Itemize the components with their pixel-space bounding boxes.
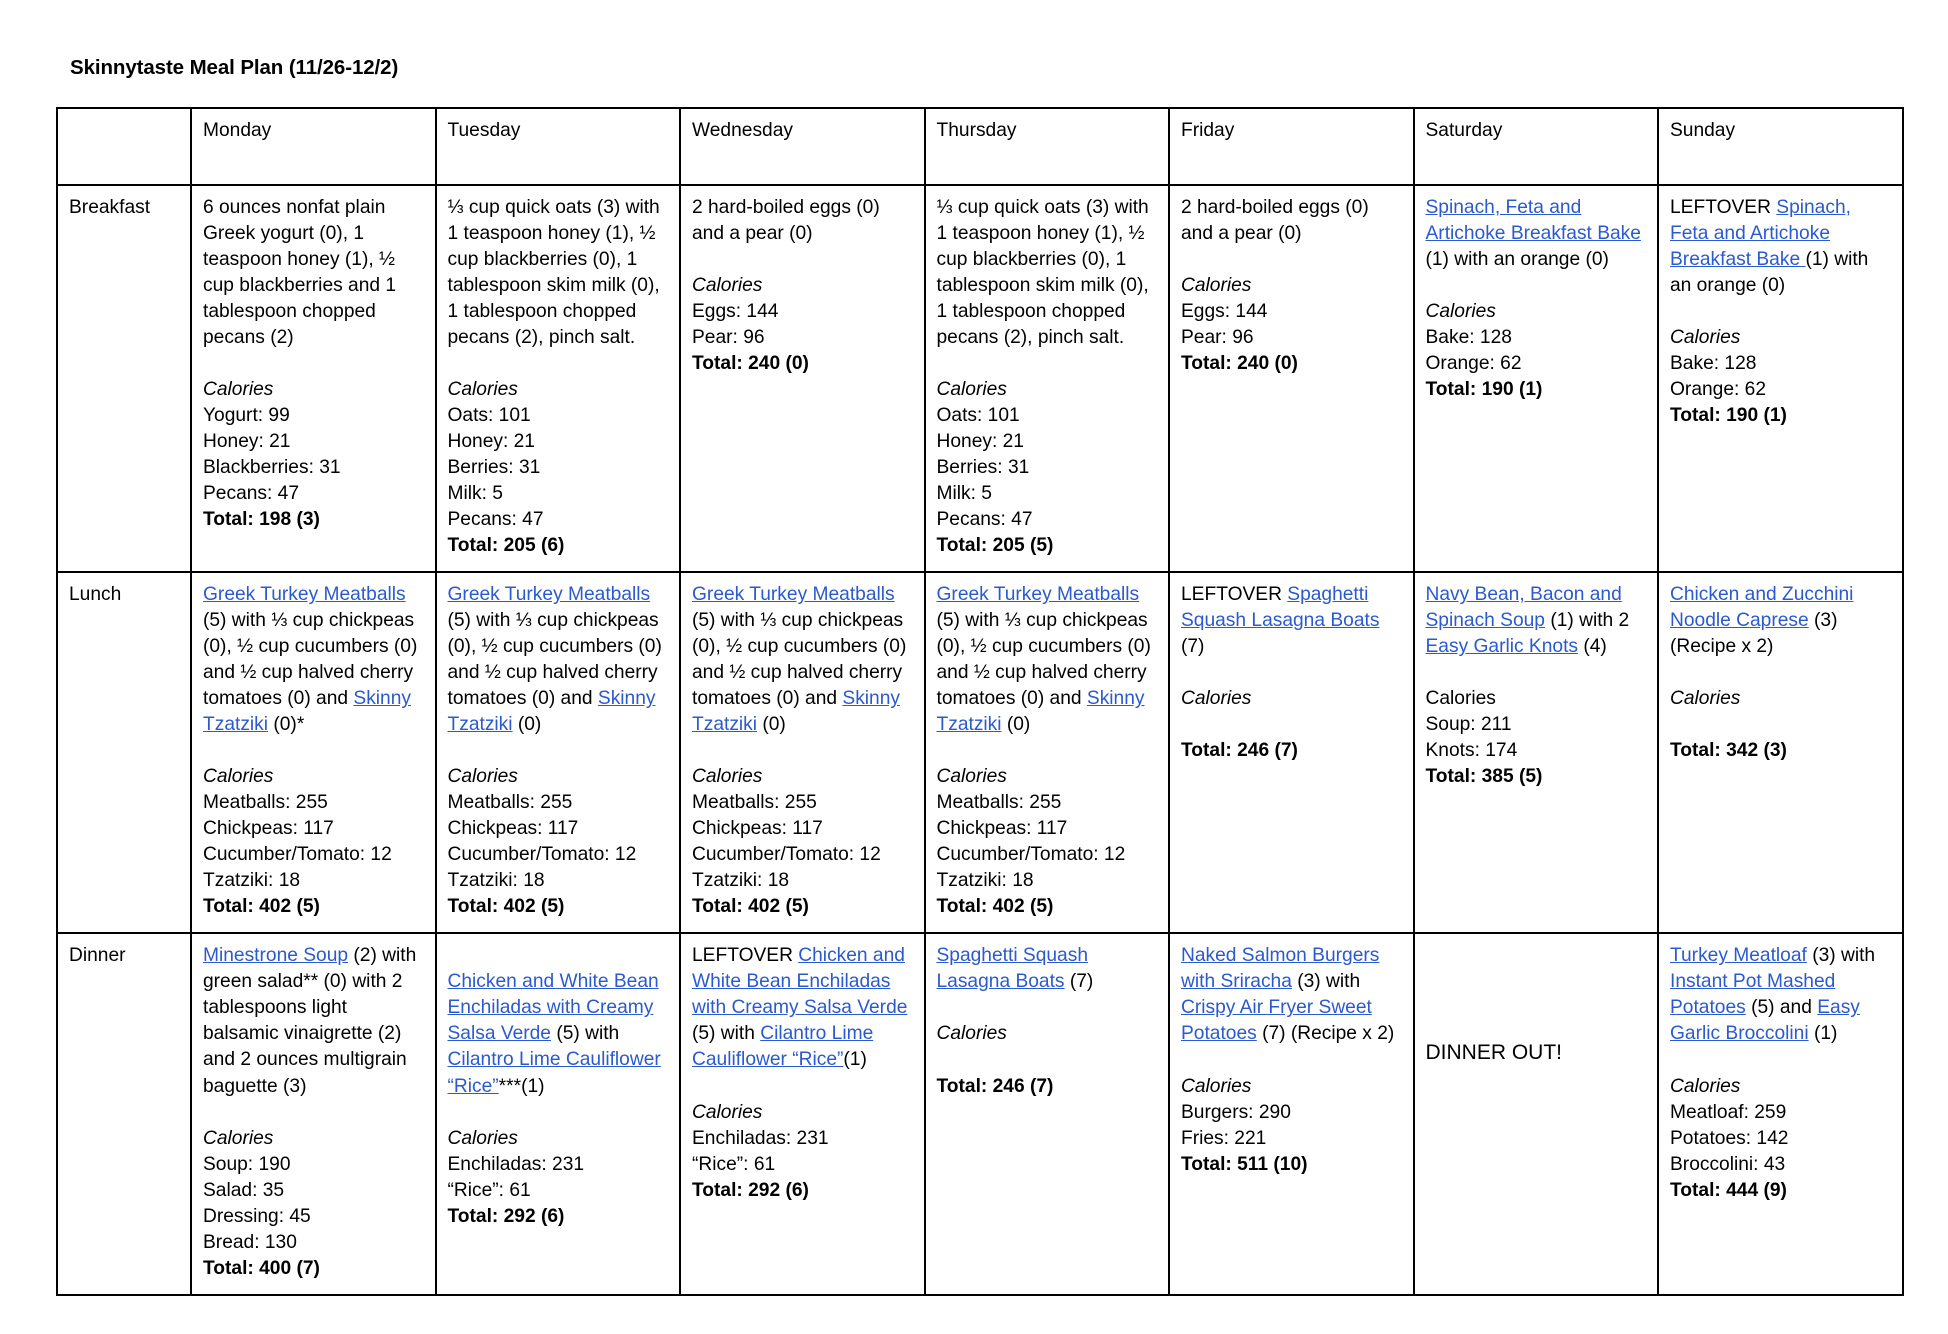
calorie-line: Cucumber/Tomato: 12 xyxy=(447,844,637,866)
calorie-line: Soup: 211 xyxy=(1425,714,1512,736)
calorie-total: Total: 402 (5) xyxy=(692,896,809,918)
calorie-line: Oats: 101 xyxy=(447,405,531,427)
page-title: Skinnytaste Meal Plan (11/26-12/2) xyxy=(70,56,399,79)
meal-plan-table xyxy=(56,107,1904,1296)
calories-heading: Calories xyxy=(936,379,1007,401)
cell-dinner-thursday xyxy=(925,933,1170,1294)
calorie-total: Total: 246 (7) xyxy=(1181,740,1298,762)
recipe-link[interactable]: Naked Salmon Burgers with Sriracha xyxy=(1181,945,1380,993)
calories-heading: Calories xyxy=(692,766,763,788)
calorie-total: Total: 205 (5) xyxy=(936,535,1054,557)
meal-description xyxy=(1426,582,1647,660)
calorie-line: Soup: 190 xyxy=(203,1153,291,1175)
calorie-line: Milk: 5 xyxy=(447,483,503,505)
column-header-saturday: Saturday xyxy=(1414,108,1659,185)
calorie-total: Total: 385 (5) xyxy=(1425,766,1543,788)
calories-heading: Calories xyxy=(936,1023,1007,1045)
meal-description: ⅓ cup quick oats (3) with 1 teaspoon honey (1), ½ cup blackberries (0), 1 tablespoon skim milk (0), 1 tablespoon chopped pecans (2), pinch salt. xyxy=(936,197,1149,349)
meal-description-suffix: ***(1) xyxy=(498,1075,545,1097)
calorie-line: Bread: 130 xyxy=(203,1231,297,1253)
column-header-sunday: Sunday xyxy=(1658,108,1903,185)
calorie-line: Tzatziki: 18 xyxy=(936,870,1034,892)
cell-lunch-saturday xyxy=(1414,572,1659,933)
meal-description xyxy=(692,943,913,1073)
recipe-link[interactable]: Greek Turkey Meatballs xyxy=(203,584,406,606)
column-header-thursday: Thursday xyxy=(925,108,1170,185)
calorie-line: Berries: 31 xyxy=(447,457,541,479)
calorie-total: Total: 400 (7) xyxy=(203,1257,320,1279)
column-header-monday: Monday xyxy=(191,108,436,185)
calorie-line: Cucumber/Tomato: 12 xyxy=(936,844,1126,866)
recipe-link[interactable]: Greek Turkey Meatballs xyxy=(692,584,895,606)
calorie-total: Total: 402 (5) xyxy=(936,896,1054,918)
column-header-friday: Friday xyxy=(1169,108,1414,185)
spacer xyxy=(1426,660,1647,686)
spacer xyxy=(1670,712,1891,738)
recipe-link[interactable]: Spinach, Feta and Artichoke Breakfast Bake xyxy=(1670,197,1851,271)
calorie-line: Honey: 21 xyxy=(447,431,535,453)
table-row-breakfast xyxy=(57,185,1903,572)
spacer xyxy=(203,351,424,377)
calorie-line: Bake: 128 xyxy=(1425,327,1512,349)
calorie-line: Eggs: 144 xyxy=(1181,301,1268,323)
cell-dinner-wednesday xyxy=(680,933,925,1294)
recipe-link[interactable]: Spaghetti Squash Lasagna Boats xyxy=(1181,584,1380,632)
calorie-line: Eggs: 144 xyxy=(692,301,779,323)
meal-description-text: (5) with xyxy=(692,1023,761,1045)
calorie-line: “Rice”: 61 xyxy=(692,1153,776,1175)
calorie-line: Honey: 21 xyxy=(203,431,291,453)
spacer xyxy=(1181,1047,1402,1073)
recipe-link[interactable]: Instant Pot Mashed Potatoes xyxy=(1670,971,1836,1019)
meal-description-suffix: (7) xyxy=(1064,971,1094,993)
recipe-link[interactable]: Skinny Tzatziki xyxy=(692,688,900,736)
column-header-wednesday: Wednesday xyxy=(680,108,925,185)
meal-description xyxy=(937,943,1158,995)
recipe-link[interactable]: Spaghetti Squash Lasagna Boats xyxy=(936,945,1088,993)
calories-heading: Calories xyxy=(1425,301,1496,323)
calories-heading: Calories xyxy=(1670,1075,1741,1097)
spacer xyxy=(448,738,669,764)
calorie-line: Dressing: 45 xyxy=(203,1205,311,1227)
table-row-lunch xyxy=(57,572,1903,933)
calorie-total: Total: 444 (9) xyxy=(1670,1179,1787,1201)
meal-description-text: (1) with 2 xyxy=(1544,610,1630,632)
calorie-line: Bake: 128 xyxy=(1670,353,1757,375)
cell-dinner-sunday xyxy=(1658,933,1903,1294)
spacer xyxy=(203,738,424,764)
calorie-total: Total: 511 (10) xyxy=(1181,1153,1308,1175)
spacer xyxy=(692,1074,913,1100)
calories-heading: Calories xyxy=(203,379,274,401)
cell-breakfast-saturday xyxy=(1414,185,1659,572)
cell-breakfast-friday xyxy=(1169,185,1414,572)
meal-description-suffix: (2) with green salad** (0) with 2 tablespoons light balsamic vinaigrette (2) and 2 ounces multigrain baguette (3) xyxy=(203,945,417,1097)
calorie-line: Pear: 96 xyxy=(692,327,765,349)
recipe-link[interactable]: Greek Turkey Meatballs xyxy=(936,584,1140,606)
recipe-link[interactable]: Crispy Air Fryer Sweet Potatoes xyxy=(1181,997,1372,1045)
cell-lunch-friday xyxy=(1169,572,1414,933)
calorie-line: Chickpeas: 117 xyxy=(936,818,1068,840)
spacer xyxy=(692,738,913,764)
calorie-line: Cucumber/Tomato: 12 xyxy=(692,844,881,866)
calories-heading: Calories xyxy=(447,766,518,788)
meal-description-text: (1) with an orange (0) xyxy=(1425,249,1609,271)
cell-lunch-thursday xyxy=(925,572,1170,933)
calorie-total: Total: 240 (0) xyxy=(692,353,809,375)
table-corner-cell xyxy=(57,108,191,185)
calorie-total: Total: 240 (0) xyxy=(1181,353,1298,375)
calorie-total: Total: 292 (6) xyxy=(447,1205,565,1227)
recipe-link[interactable]: Chicken and White Bean Enchiladas with Creamy Salsa Verde xyxy=(692,945,908,1019)
recipe-link[interactable]: Spinach, Feta and Artichoke Breakfast Bake xyxy=(1425,197,1641,245)
calorie-line: Tzatziki: 18 xyxy=(203,870,301,892)
spacer xyxy=(448,943,669,969)
calorie-total: Total: 402 (5) xyxy=(447,896,565,918)
cell-breakfast-wednesday xyxy=(680,185,925,572)
cell-breakfast-sunday xyxy=(1658,185,1903,572)
meal-description-text: (5) with ⅓ cup chickpeas (0), ½ cup cucumbers (0) and ½ cup halved cherry tomatoes (0) and xyxy=(692,610,907,710)
calorie-line: Pecans: 47 xyxy=(203,483,300,505)
cell-breakfast-monday xyxy=(191,185,436,572)
calorie-line: Yogurt: 99 xyxy=(203,405,290,427)
cell-lunch-monday xyxy=(191,572,436,933)
calorie-total: Total: 246 (7) xyxy=(936,1075,1054,1097)
meal-description xyxy=(937,582,1158,738)
meal-description-suffix: (0) xyxy=(512,714,542,736)
calorie-total: Total: 190 (1) xyxy=(1425,379,1543,401)
spacer xyxy=(1181,247,1402,273)
meal-description xyxy=(692,582,913,738)
recipe-link[interactable]: Turkey Meatloaf xyxy=(1670,945,1807,967)
calorie-line: Broccolini: 43 xyxy=(1670,1153,1786,1175)
calorie-line: Chickpeas: 117 xyxy=(203,818,334,840)
meal-description xyxy=(203,582,424,738)
row-label-breakfast: Breakfast xyxy=(57,185,191,572)
meal-description-text: (5) and xyxy=(1745,997,1818,1019)
calorie-line: Knots: 174 xyxy=(1425,740,1518,762)
calorie-line: Tzatziki: 18 xyxy=(447,870,545,892)
calorie-line: Cucumber/Tomato: 12 xyxy=(203,844,392,866)
column-header-tuesday: Tuesday xyxy=(436,108,681,185)
calorie-line: Enchiladas: 231 xyxy=(447,1153,585,1175)
spacer xyxy=(448,1100,669,1126)
calories-heading: Calories xyxy=(447,1127,518,1149)
cell-dinner-friday xyxy=(1169,933,1414,1294)
calories-heading: Calories xyxy=(203,1127,274,1149)
meal-description: 2 hard-boiled eggs (0) and a pear (0) xyxy=(1181,197,1369,245)
recipe-link[interactable]: Easy Garlic Knots xyxy=(1425,636,1578,658)
meal-description-text: (5) with ⅓ cup chickpeas (0), ½ cup cucumbers (0) and ½ cup halved cherry tomatoes (0) and xyxy=(936,610,1151,710)
meal-description xyxy=(1670,943,1891,1047)
spacer xyxy=(1181,712,1402,738)
meal-description-suffix: (1) xyxy=(843,1049,867,1071)
calorie-line: Meatloaf: 259 xyxy=(1670,1101,1787,1123)
cell-lunch-wednesday xyxy=(680,572,925,933)
calorie-line: Pecans: 47 xyxy=(936,509,1033,531)
calorie-total: Total: 205 (6) xyxy=(447,535,565,557)
recipe-link[interactable]: Cilantro Lime Cauliflower “Rice” xyxy=(447,1049,661,1097)
calorie-line: Chickpeas: 117 xyxy=(692,818,823,840)
calories-heading: Calories xyxy=(936,766,1007,788)
recipe-link[interactable]: Cilantro Lime Cauliflower “Rice” xyxy=(692,1023,874,1071)
spacer xyxy=(448,351,669,377)
calories-heading: Calories xyxy=(1670,688,1741,710)
cell-dinner-tuesday xyxy=(436,933,681,1294)
spacer xyxy=(1670,299,1891,325)
calorie-total: Total: 198 (3) xyxy=(203,509,320,531)
spacer xyxy=(203,1100,424,1126)
calorie-total: Total: 190 (1) xyxy=(1670,405,1787,427)
calorie-line: Burgers: 290 xyxy=(1181,1101,1291,1123)
meal-description-suffix: (7) xyxy=(1181,636,1205,658)
spacer xyxy=(1670,660,1891,686)
calorie-line: Berries: 31 xyxy=(936,457,1030,479)
recipe-link[interactable]: Skinny Tzatziki xyxy=(203,688,411,736)
leftover-prefix: LEFTOVER xyxy=(692,945,799,967)
spacer xyxy=(937,351,1158,377)
calorie-line: Meatballs: 255 xyxy=(692,792,817,814)
leftover-prefix: LEFTOVER xyxy=(1670,197,1777,218)
meal-description: 2 hard-boiled eggs (0) and a pear (0) xyxy=(692,197,880,245)
meal-description-suffix: (0) xyxy=(1001,714,1031,736)
meal-description: 6 ounces nonfat plain Greek yogurt (0), 1 teaspoon honey (1), ½ cup blackberries and 1 tablespoon chopped pecans (2) xyxy=(203,197,397,349)
meal-description-text: (5) with ⅓ cup chickpeas (0), ½ cup cucumbers (0) and ½ cup halved cherry tomatoes (0) and xyxy=(447,610,662,710)
calorie-line: Milk: 5 xyxy=(936,483,992,505)
meal-description-text: (3) with xyxy=(1806,945,1876,967)
calories-heading: Calories xyxy=(1670,327,1741,349)
recipe-link[interactable]: Minestrone Soup xyxy=(203,945,349,967)
meal-description-suffix: (1) xyxy=(1808,1023,1838,1045)
spacer xyxy=(937,1047,1158,1073)
calorie-line: Blackberries: 31 xyxy=(203,457,341,479)
recipe-link[interactable]: Skinny Tzatziki xyxy=(936,688,1145,736)
calorie-line: Orange: 62 xyxy=(1425,353,1522,375)
recipe-link[interactable]: Easy Garlic Broccolini xyxy=(1670,997,1860,1045)
cell-dinner-saturday xyxy=(1414,933,1659,1294)
calorie-total: Total: 342 (3) xyxy=(1670,740,1787,762)
meal-description xyxy=(1181,943,1402,1047)
meal-description xyxy=(1181,582,1402,660)
calorie-line: Honey: 21 xyxy=(936,431,1024,453)
calorie-line: “Rice”: 61 xyxy=(447,1179,531,1201)
meal-description-suffix: (0) xyxy=(757,714,786,736)
recipe-link[interactable]: Greek Turkey Meatballs xyxy=(447,584,651,606)
meal-description xyxy=(1670,582,1891,660)
recipe-link[interactable]: Skinny Tzatziki xyxy=(447,688,656,736)
calorie-total: Total: 292 (6) xyxy=(692,1179,809,1201)
dinner-out-note: DINNER OUT! xyxy=(1425,1041,1562,1065)
cell-lunch-tuesday xyxy=(436,572,681,933)
meal-description-suffix: (0)* xyxy=(268,714,305,736)
calories-heading: Calories xyxy=(1181,688,1252,710)
spacer xyxy=(1426,273,1647,299)
calories-heading: Calories xyxy=(203,766,274,788)
meal-description-suffix: (4) xyxy=(1578,636,1607,658)
spacer xyxy=(1181,660,1402,686)
meal-description xyxy=(448,969,669,1099)
calorie-line: Fries: 221 xyxy=(1181,1127,1267,1149)
meal-description xyxy=(1426,195,1647,273)
cell-breakfast-thursday xyxy=(925,185,1170,572)
calorie-line: Tzatziki: 18 xyxy=(692,870,790,892)
calories-heading: Calories xyxy=(1181,1075,1252,1097)
meal-description: ⅓ cup quick oats (3) with 1 teaspoon honey (1), ½ cup blackberries (0), 1 tablespoon skim milk (0), 1 tablespoon chopped pecans (2), pinch salt. xyxy=(447,197,660,349)
calorie-line: Pecans: 47 xyxy=(447,509,544,531)
calorie-line: Meatballs: 255 xyxy=(447,792,573,814)
calorie-total: Total: 402 (5) xyxy=(203,896,320,918)
calories-heading: Calories xyxy=(1181,275,1252,297)
calorie-line: Potatoes: 142 xyxy=(1670,1127,1789,1149)
meal-description xyxy=(448,582,669,738)
meal-description-text: (5) with ⅓ cup chickpeas (0), ½ cup cucumbers (0) and ½ cup halved cherry tomatoes (0) and xyxy=(203,610,418,710)
meal-description-text: (3) with xyxy=(1291,971,1361,993)
row-label-dinner: Dinner xyxy=(57,933,191,1294)
table-header-row xyxy=(57,108,1903,185)
calorie-line: Salad: 35 xyxy=(203,1179,285,1201)
recipe-link[interactable]: Navy Bean, Bacon and Spinach Soup xyxy=(1425,584,1622,632)
spacer xyxy=(1670,1047,1891,1073)
calories-heading: Calories xyxy=(1425,688,1496,710)
calorie-line: Meatballs: 255 xyxy=(936,792,1062,814)
cell-dinner-monday xyxy=(191,933,436,1294)
calories-heading: Calories xyxy=(692,275,763,297)
recipe-link[interactable]: Chicken and Zucchini Noodle Caprese xyxy=(1670,584,1854,632)
meal-description xyxy=(203,943,424,1099)
cell-breakfast-tuesday xyxy=(436,185,681,572)
calorie-line: Orange: 62 xyxy=(1670,379,1767,401)
spacer xyxy=(937,995,1158,1021)
cell-lunch-sunday xyxy=(1658,572,1903,933)
meal-description-text: (1) with an orange (0) xyxy=(1670,249,1869,297)
recipe-link[interactable]: Chicken and White Bean Enchiladas with Creamy Salsa Verde xyxy=(447,971,659,1045)
meal-description xyxy=(1670,195,1891,299)
calorie-line: Chickpeas: 117 xyxy=(447,818,579,840)
calorie-line: Enchiladas: 231 xyxy=(692,1127,829,1149)
calories-heading: Calories xyxy=(692,1101,763,1123)
calorie-line: Oats: 101 xyxy=(936,405,1020,427)
calorie-line: Meatballs: 255 xyxy=(203,792,328,814)
row-label-lunch: Lunch xyxy=(57,572,191,933)
meal-description-suffix: (7) (Recipe x 2) xyxy=(1256,1023,1395,1045)
calories-heading: Calories xyxy=(447,379,518,401)
calorie-line: Pear: 96 xyxy=(1181,327,1254,349)
table-row-dinner xyxy=(57,933,1903,1294)
spacer xyxy=(692,247,913,273)
spacer xyxy=(937,738,1158,764)
leftover-prefix: LEFTOVER xyxy=(1181,584,1288,606)
meal-description-suffix: (3) (Recipe x 2) xyxy=(1670,610,1838,658)
meal-description-text: (5) with xyxy=(550,1023,620,1045)
